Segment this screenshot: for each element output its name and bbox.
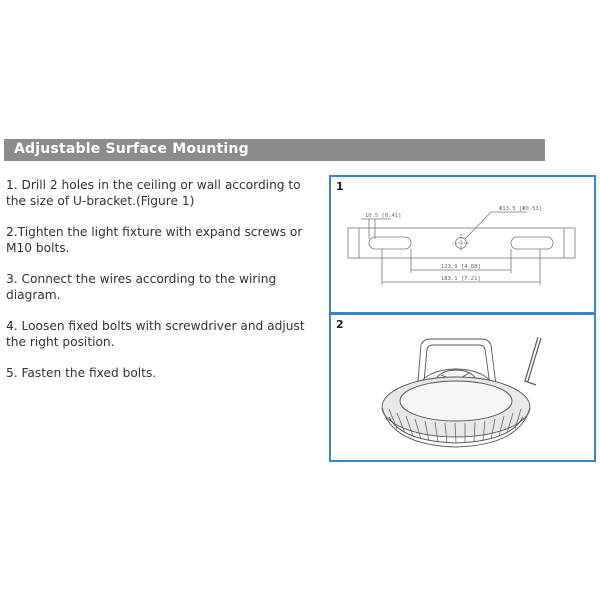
figure-2-panel [329,313,596,462]
step-4: 4. Loosen fixed bolts with screwdriver and adjust the right position. [6,319,305,349]
step-2: 2.Tighten the light fixture with expand screws or M10 bolts. [6,225,303,255]
figure-2-number: 2 [336,318,344,331]
step-1: 1. Drill 2 holes in the ceiling or wall according to the size of U-bracket.(Figure 1) [6,178,301,208]
figure-1-panel [329,175,596,314]
slot-width-label: 10.5 [0.41] [365,213,402,219]
outer-distance-label: 183.1 [7.21] [441,276,481,282]
section-header-bar [4,139,545,161]
section-title: Adjustable Surface Mounting [14,141,249,157]
hole-diameter-label: Φ13.5 [Φ0.53] [499,206,543,212]
inner-distance-label: 123.9 [4.88] [441,264,481,270]
fixture-illustration [331,315,594,460]
step-5: 5. Fasten the fixed bolts. [6,366,157,380]
bracket-dimension-drawing [331,177,594,312]
step-3: 3. Connect the wires according to the wiring diagram. [6,272,277,302]
instruction-steps [6,177,318,396]
figure-1-number: 1 [336,180,344,193]
